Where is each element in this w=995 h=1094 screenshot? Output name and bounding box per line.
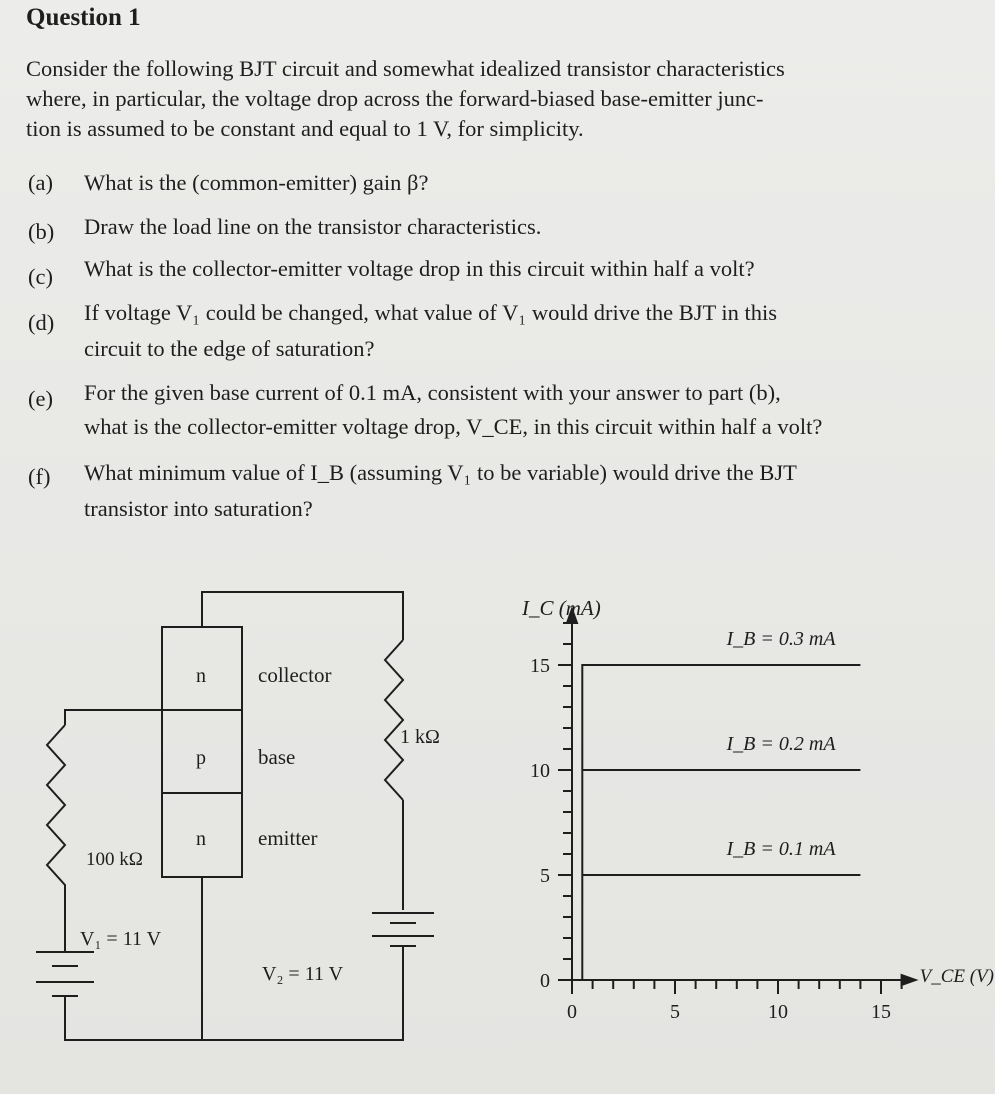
item-label: (f) — [28, 464, 51, 489]
battery-v2 — [372, 913, 434, 946]
item-label: (b) — [28, 219, 55, 244]
battery-v1 — [36, 905, 94, 996]
transistor-characteristics-chart — [521, 596, 994, 1023]
item-text: What minimum value of I_B (assuming V₁ to be variable) would drive the BJT — [84, 460, 797, 485]
y-tick-label: 5 — [540, 865, 550, 887]
y-tick-label: 15 — [530, 655, 550, 677]
item-text: transistor into saturation? — [84, 496, 313, 521]
item-text: what is the collector-emitter voltage drop, V_CE, in this circuit within half a volt? — [84, 414, 823, 439]
y-tick-label: 0 — [540, 970, 550, 992]
emitter-wire — [202, 877, 403, 1040]
curve-label: I_B = 0.3 mA — [726, 628, 836, 650]
item-label: (a) — [28, 170, 53, 195]
region-label: n — [196, 665, 206, 687]
rc-label: 1 kΩ — [400, 726, 440, 748]
base-return-wire — [65, 996, 202, 1040]
emitter-label: emitter — [258, 826, 318, 850]
v1-label: V₁ = 11 V — [80, 928, 162, 950]
curve-ib-1 — [572, 665, 860, 980]
item-text: circuit to the edge of saturation? — [84, 336, 375, 361]
v2-label: V₂ = 11 V — [262, 963, 344, 985]
intro-line: tion is assumed to be constant and equal to 1 V, for simplicity. — [26, 116, 584, 141]
x-tick-label: 5 — [670, 1001, 680, 1023]
x-axis-arrow — [902, 975, 916, 985]
rb-label: 100 kΩ — [86, 849, 143, 870]
base-wire — [65, 710, 162, 725]
item-label: (d) — [28, 310, 55, 335]
region-label: n — [196, 828, 206, 850]
question-title: Question 1 — [26, 4, 141, 31]
item-text: What is the (common-emitter) gain β? — [84, 170, 429, 195]
x-tick-label: 15 — [871, 1001, 891, 1023]
item-label: (c) — [28, 264, 53, 289]
collector-label: collector — [258, 663, 332, 687]
item-label: (e) — [28, 386, 53, 411]
x-axis-label: V_CE (V) — [919, 966, 995, 987]
curve-label: I_B = 0.1 mA — [726, 838, 836, 860]
base-resistor — [47, 725, 65, 905]
collector-resistor — [385, 640, 403, 800]
item-text: What is the collector-emitter voltage drop in this circuit within half a volt? — [84, 256, 755, 281]
region-label: p — [196, 747, 206, 769]
intro-line: Consider the following BJT circuit and somewhat idealized transistor characteristics — [26, 56, 785, 81]
item-text: For the given base current of 0.1 mA, consistent with your answer to part (b), — [84, 380, 781, 405]
x-tick-label: 10 — [768, 1001, 788, 1023]
x-tick-label: 0 — [567, 1001, 577, 1023]
curve-label: I_B = 0.2 mA — [726, 733, 836, 755]
intro-line: where, in particular, the voltage drop across the forward-biased base-emitter junc- — [26, 86, 764, 111]
item-text: Draw the load line on the transistor characteristics. — [84, 214, 542, 239]
item-text: If voltage V₁ could be changed, what value of V₁ would drive the BJT in this — [84, 300, 778, 325]
y-axis-label: I_C (mA) — [522, 596, 601, 620]
base-label: base — [258, 745, 296, 769]
collector-wire — [202, 592, 403, 640]
y-tick-label: 10 — [530, 760, 550, 782]
